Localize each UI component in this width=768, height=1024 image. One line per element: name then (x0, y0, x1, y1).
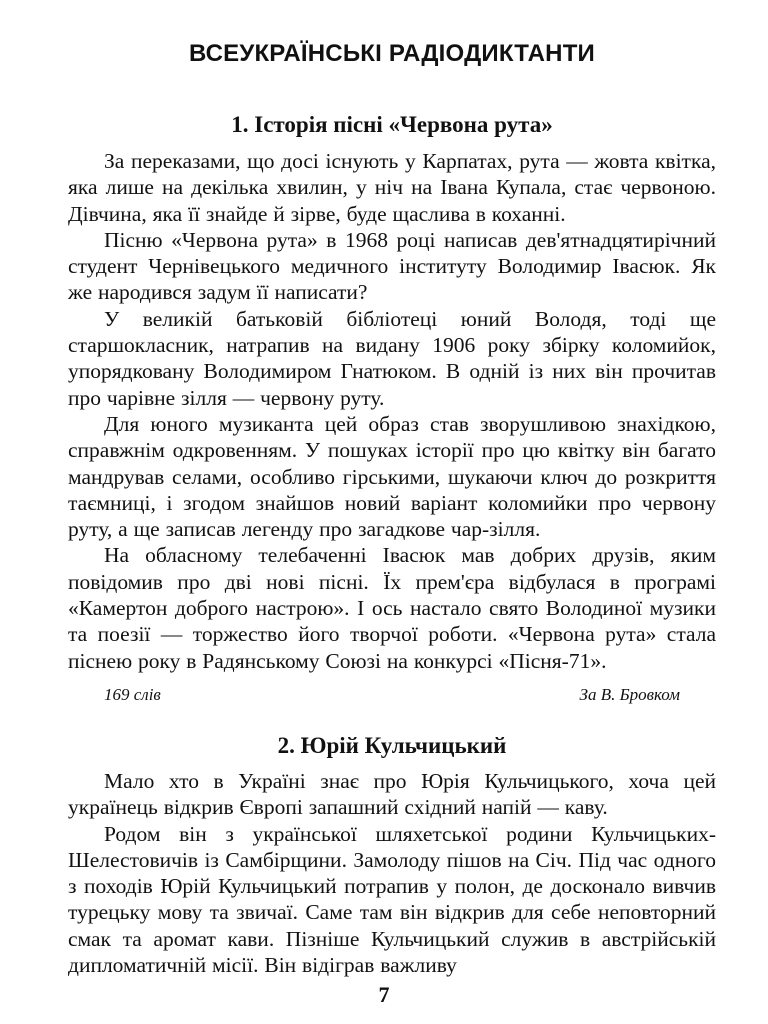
paragraph: За переказами, що досі існують у Карпатах, рута — жовта квітка, яка лише на декілька хвилин, у ніч на Івана Купала, стає червоною. Дівчина, яка її знайде й зірве, буде щаслива в коханні. (68, 149, 716, 226)
page-number: 7 (378, 982, 390, 1007)
source-attribution: За В. Бровком (579, 684, 680, 704)
paragraph: Мало хто в Україні знає про Юрія Кульчицького, хоча цей українець відкрив Європі запашний східний напій — каву. (68, 768, 716, 820)
section-2-body (68, 768, 716, 978)
word-count: 169 слів (104, 684, 161, 704)
paragraph: У великій батьковій бібліотеці юний Володя, тоді ще старшокласник, натрапив на видану 1906 року збірку коломийок, упорядковану Володимиром Гнатюком. В одній із них він прочитав про чарівне зілля — червону руту. (68, 306, 716, 410)
section-1-body (68, 148, 716, 674)
paragraph: Пісню «Червона рута» в 1968 році написав дев'ятнадцятирічний студент Чернівецького медичного інституту Володимир Івасюк. Як же народився задум її написати? (68, 227, 716, 305)
book-title: ВСЕУКРАЇНСЬКІ РАДІОДИКТАНТИ (188, 40, 596, 67)
paragraph: Родом він з української шляхетської родини Кульчицьких-Шелестовичів із Самбірщини. Замолоду пішов на Січ. Під час одного з походів Юрій Кульчицький потрапив у полон, де досконало вивчив турецьку мову та звичаї. Саме там він відкрив для себе неповторний смак та аромат кави. Пізніше Кульчицький служив в австрійській дипломатичній місії. Він відіграв важливу (68, 821, 716, 978)
paragraph: Для юного музиканта цей образ став зворушливою знахідкою, справжнім одкровенням. У пошуках історії про цю квітку він багато мандрував селами, особливо гірськими, шукаючи ключ до розкриття таємниці, і згодом знайшов новий варіант коломийки про червону руту, а ще записав легенду про загадкове чар-зілля. (68, 411, 716, 542)
section-1-footer (68, 682, 716, 708)
paragraph: На обласному телебаченні Івасюк мав добрих друзів, яким повідомив про дві нові пісні. Їх прем'єра відбулася в програмі «Камертон доброго настрою». І ось настало свято Володиної музики та поезії — торжество його творчої роботи. «Червона рута» стала піснею року в Радянському Союзі на конкурсі «Пісня-71». (68, 543, 716, 673)
section-heading-1: 1. Історія пісні «Червона рута» (231, 112, 553, 137)
section-heading-2: 2. Юрій Кульчицький (277, 732, 507, 758)
